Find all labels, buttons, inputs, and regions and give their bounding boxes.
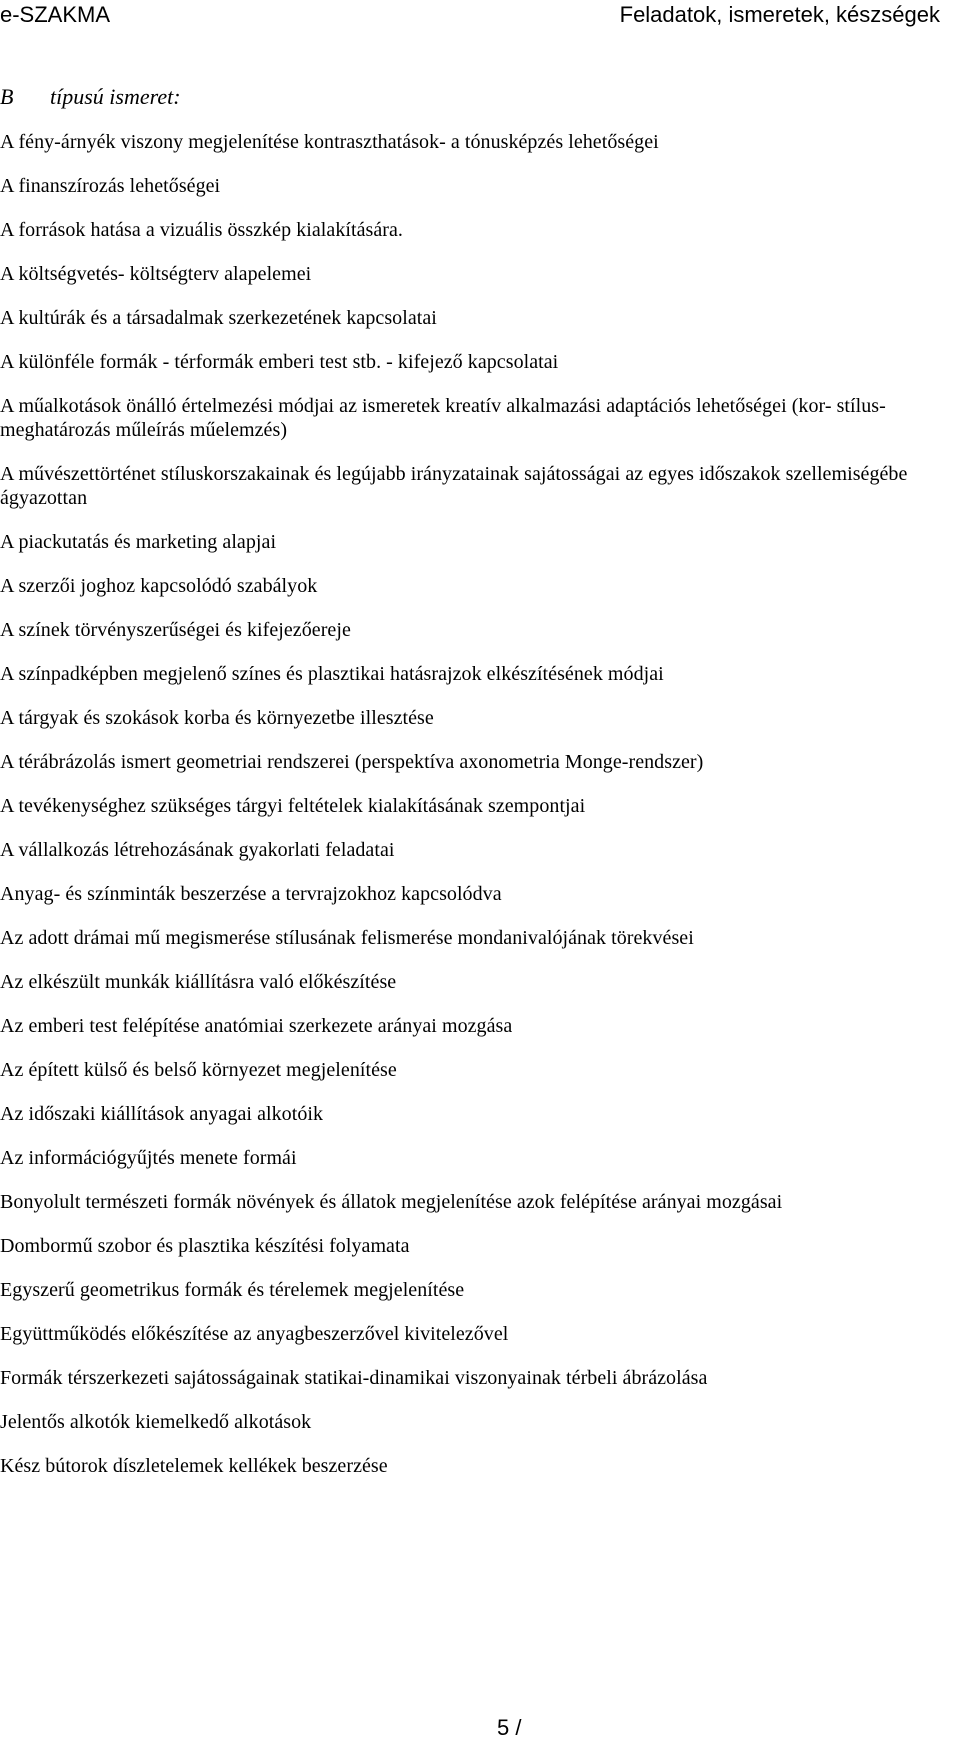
list-item: Egyszerű geometrikus formák és térelemek megjelenítése [0,1279,465,1301]
page-number: 5 / [497,1715,522,1740]
list-item: A piackutatás és marketing alapjai [0,531,277,553]
list-item: Az információgyűjtés menete formái [0,1147,297,1169]
list-item: Anyag- és színminták beszerzése a tervrajzokhoz kapcsolódva [0,883,502,905]
list-item: Jelentős alkotók kiemelkedő alkotások [0,1411,312,1433]
list-item: A költségvetés- költségterv alapelemei [0,263,312,285]
list-item: Az időszaki kiállítások anyagai alkotóik [0,1103,324,1125]
list-item: A fény-árnyék viszony megjelenítése kontraszthatások- a tónusképzés lehetőségei [0,131,659,153]
list-item: A művészettörténet stíluskorszakainak és legújabb irányzatainak sajátosságai az egyes időszakok szellemiségébe ágyazottan [0,463,908,509]
header-section-title: Feladatok, ismeretek, készségek [619,2,940,27]
list-item: A szerzői joghoz kapcsolódó szabályok [0,575,318,597]
list-item: A tárgyak és szokások korba és környezetbe illesztése [0,707,434,729]
list-item: A műalkotások önálló értelmezési módjai az ismeretek kreatív alkalmazási adaptációs lehetőségei (kor- stílus-meghatározás műleírás műelemzés) [0,395,886,441]
list-item: Az emberi test felépítése anatómiai szerkezete arányai mozgása [0,1015,513,1037]
list-item: Az elkészült munkák kiállításra való előkészítése [0,971,397,993]
list-item: A források hatása a vizuális összkép kialakítására. [0,219,403,241]
list-item: A vállalkozás létrehozásának gyakorlati feladatai [0,839,395,861]
section-heading [0,82,181,112]
list-item: A kultúrák és a társadalmak szerkezetének kapcsolatai [0,307,437,329]
list-item: A finanszírozás lehetőségei [0,175,221,197]
list-item: Az adott drámai mű megismerése stílusának felismerése mondanivalójának törekvései [0,927,694,949]
list-item: A színek törvényszerűségei és kifejezőereje [0,619,351,641]
section-type-letter: B [0,84,14,109]
list-item: Bonyolult természeti formák növények és állatok megjelenítése azok felépítése arányai mozgásai [0,1191,783,1213]
page-header [0,0,960,34]
section-type-title: típusú ismeret: [50,84,181,109]
knowledge-list [0,130,958,1498]
list-item: Formák térszerkezeti sajátosságainak statikai-dinamikai viszonyainak térbeli ábrázolása [0,1367,708,1389]
list-item: A tevékenységhez szükséges tárgyi feltételek kialakításának szempontjai [0,795,586,817]
list-item: A színpadképben megjelenő színes és plasztikai hatásrajzok elkészítésének módjai [0,663,664,685]
list-item: Együttműködés előkészítése az anyagbeszerzővel kivitelezővel [0,1323,509,1345]
list-item: Dombormű szobor és plasztika készítési folyamata [0,1235,410,1257]
list-item: A különféle formák - térformák emberi test stb. - kifejező kapcsolatai [0,351,559,373]
list-item: A térábrázolás ismert geometriai rendszerei (perspektíva axonometria Monge-rendszer) [0,751,704,773]
list-item: Az épített külső és belső környezet megjelenítése [0,1059,397,1081]
header-brand: e-SZAKMA [0,2,111,27]
list-item: Kész bútorok díszletelemek kellékek beszerzése [0,1455,388,1477]
